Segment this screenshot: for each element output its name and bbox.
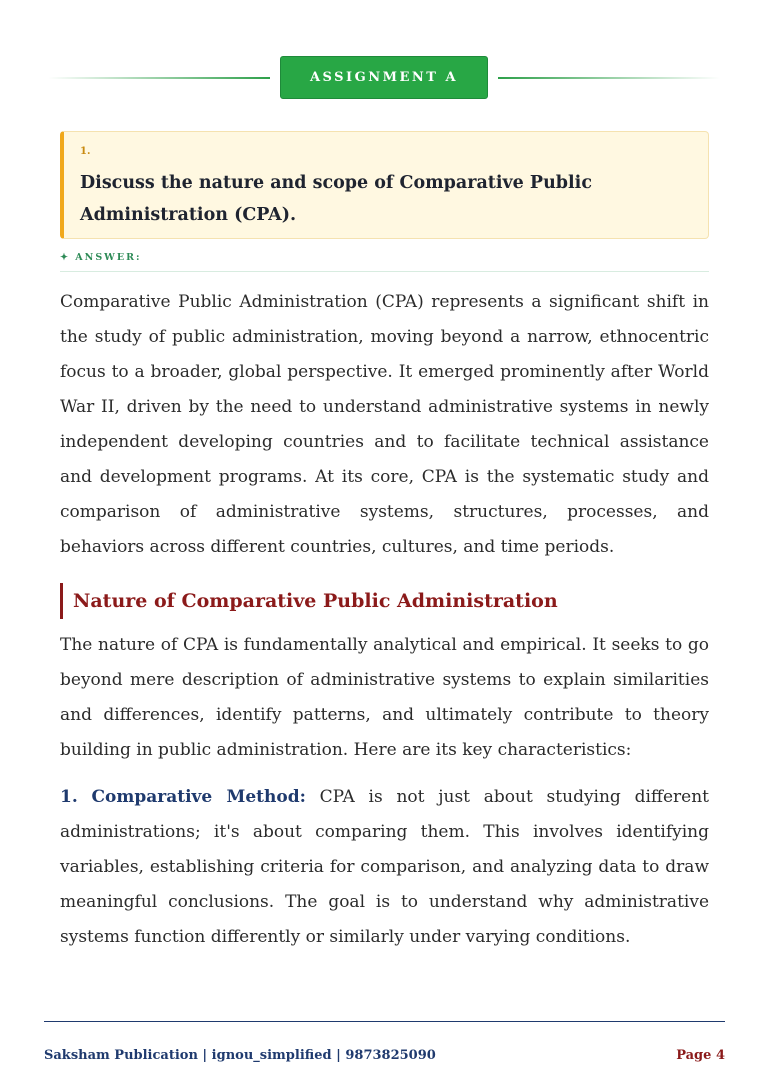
characteristic-number: 1. xyxy=(60,787,78,807)
banner-divider-right xyxy=(498,77,720,79)
assignment-banner xyxy=(280,56,488,99)
question-number: 1. xyxy=(80,146,91,157)
section-heading-nature: Nature of Comparative Public Administration xyxy=(60,583,558,619)
answer-intro-paragraph: Comparative Public Administration (CPA) represents a significant shift in the study of public administration, moving beyond a narrow, ethnocentric focus to a broader, global perspective. It emerged prominently after World War II, driven by the need to understand administrative systems in newly independent developing countries and to facilitate technical assistance and development programs. At its core, CPA is the systematic study and comparison of administrative systems, structures, processes, and behaviors across different countries, cultures, and time periods. xyxy=(60,292,709,557)
footer-divider xyxy=(44,1021,725,1022)
answer-divider xyxy=(60,271,709,272)
assignment-banner-label: ASSIGNMENT A xyxy=(309,70,459,85)
question-box xyxy=(60,131,709,239)
banner-divider-left xyxy=(48,77,270,79)
characteristic-item xyxy=(60,780,709,955)
characteristic-text: CPA is not just about studying different administrations; it's about comparing them. This involves identifying variables, establishing criteria for comparison, and analyzing data to draw meaningful conclusions. The goal is to understand why administrative systems function differently or similarly under varying conditions. xyxy=(60,787,709,947)
question-text: Discuss the nature and scope of Comparative Public Administration (CPA). xyxy=(80,173,592,225)
characteristic-term: Comparative Method: xyxy=(91,787,306,807)
footer-publisher: Saksham Publication | ignou_simplified | 9873825090 xyxy=(44,1048,436,1063)
page-number: Page 4 xyxy=(676,1048,725,1063)
answer-label: ✦ ANSWER: xyxy=(60,252,142,263)
nature-paragraph: The nature of CPA is fundamentally analytical and empirical. It seeks to go beyond mere description of administrative systems to explain similarities and differences, identify patterns, and ultimately contribute to theory building in public administration. Here are its key characteristics: xyxy=(60,635,709,760)
